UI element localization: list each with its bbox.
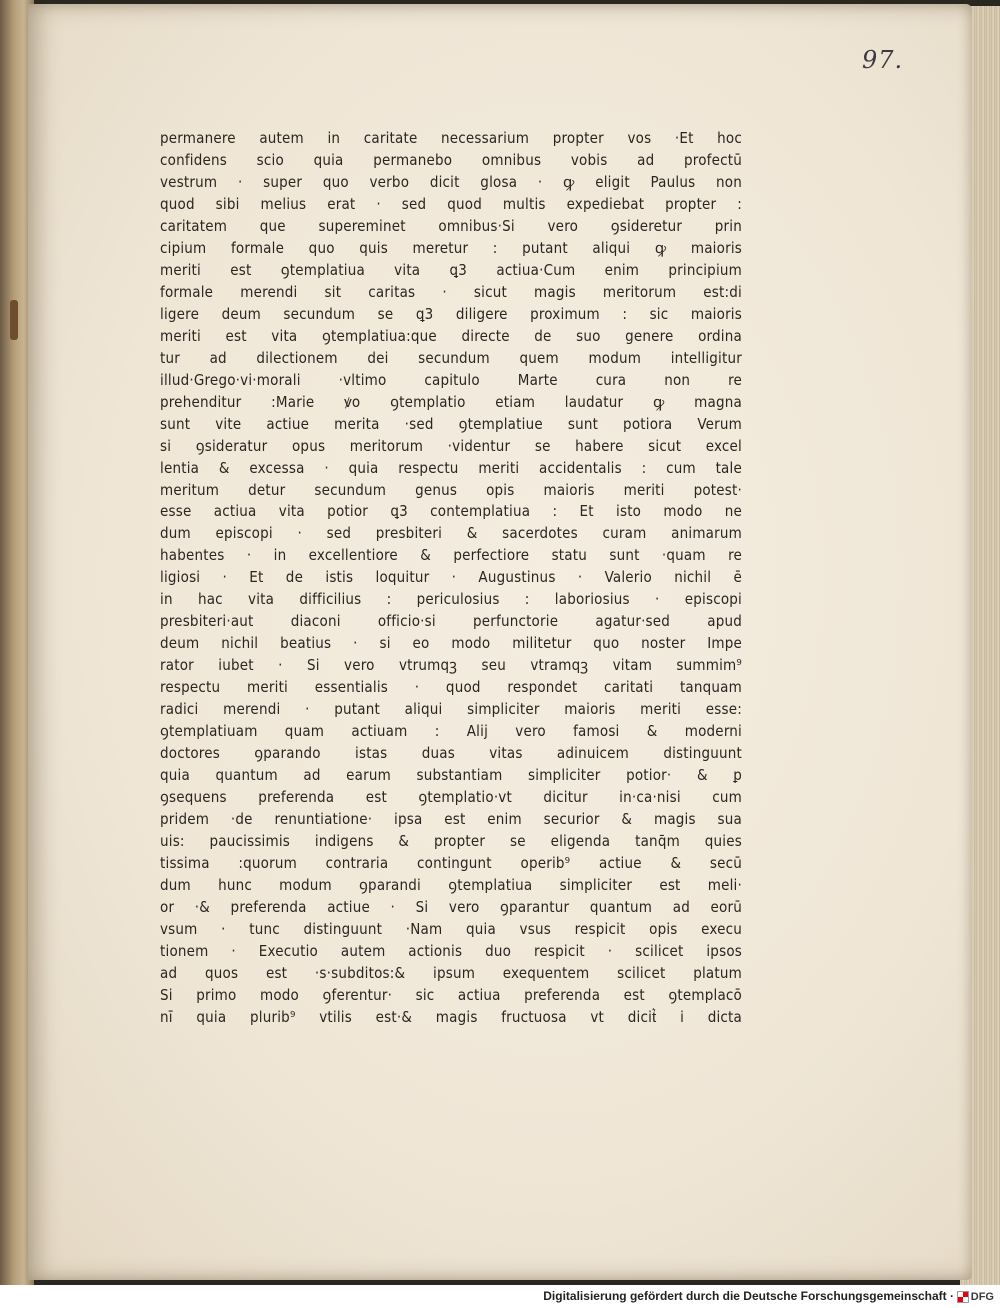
text-line: si ꝯsideratur opus meritorum ·videntur se habere sicut excel	[160, 436, 742, 455]
text-line: presbiteri·aut diaconi officio·si perfunctorie agatur·sed apud	[160, 612, 742, 631]
text-line: tissima :quorum contraria contingunt operib⁹ actiue & secū	[160, 853, 742, 872]
text-line: uis: paucissimis indigens & propter se eligenda tanq̄m quies	[160, 832, 742, 850]
text-line: nī quia plurib⁹ vtilis est·& magis fructuosa vt dicit͛ i dicta	[160, 1007, 742, 1026]
text-line: pridem ·de renuntiatione· ipsa est enim securior & magis sua	[160, 810, 742, 829]
text-block	[160, 128, 742, 1029]
text-line: ligiosi · Et de istis loquitur · Augustinus · Valerio nichil ē	[160, 568, 742, 587]
dfg-mark-icon	[957, 1291, 969, 1303]
text-line: habentes · in excellentiore & perfectiore statu sunt ·quam re	[160, 546, 742, 565]
text-line: confidens scio quia permanebo omnibus vobis ad profectū	[160, 150, 742, 169]
text-line: sunt vite actiue merita ·sed ꝯtemplatiue sunt potiora Verum	[160, 414, 742, 433]
digitization-footer	[0, 1285, 1000, 1308]
text-line: in hac vita difficilius : periculosius : laboriosius · episcopi	[160, 590, 742, 609]
text-line: rator iubet · Si vero vtrumqꝫ seu vtramqꝫ vitam summim⁹	[160, 656, 742, 675]
text-line: vestrum · super quo verbo dicit glosa · ꝙ eligit Paulus non	[160, 172, 742, 191]
text-line: ꝯtemplatiuam quam actiuam : Alij vero famosi & moderni	[160, 722, 742, 741]
text-line: vsum · tunc distinguunt ·Nam quia vsus respicit opis execu	[160, 919, 742, 938]
funding-credit: Digitalisierung gefördert durch die Deutsche Forschungsgemeinschaft ·	[543, 1289, 954, 1303]
text-line: cipium formale quo quis meretur : putant aliqui ꝙ maioris	[160, 238, 742, 257]
folio-number: 97.	[862, 46, 904, 74]
text-line: meriti est ꝯtemplatiua vita ꝗ3 actiua·Cum enim principium	[160, 260, 742, 279]
text-line: meritum detur secundum genus opis maioris meriti potest·	[160, 480, 742, 499]
text-line: permanere autem in caritate necessarium propter vos ·Et hoc	[160, 129, 742, 147]
text-line: deum nichil beatius · si eo modo militetur quo noster Impe	[160, 634, 742, 653]
text-line: or ·& preferenda actiue · Si vero ꝯparantur quantum ad eorū	[160, 897, 742, 916]
text-line: radici merendi · putant aliqui simpliciter maioris meriti esse:	[160, 700, 742, 719]
text-line: ꝯsequens preferenda est ꝯtemplatio·vt dicitur in·ca·nisi cum	[160, 788, 742, 807]
text-line: lentia & excessa · quia respectu meriti accidentalis : cum tale	[160, 458, 742, 477]
text-line: quod sibi melius erat · sed quod multis expediebat propter :	[160, 194, 742, 213]
text-line: prehenditur :Marie ꝟo ꝯtemplatio etiam laudatur ꝙ magna	[160, 392, 742, 411]
text-line: Si primo modo ꝯferentur· sic actiua preferenda est ꝯtemplacō	[160, 985, 742, 1004]
dfg-logo-text: DFG	[970, 1290, 994, 1303]
text-line: dum hunc modum ꝯparandi ꝯtemplatiua simpliciter est meli·	[160, 875, 742, 894]
text-line: respectu meriti essentialis · quod respondet caritati tanquam	[160, 678, 742, 697]
text-line: ligere deum secundum se ꝗ3 diligere proximum : sic maioris	[160, 304, 742, 323]
text-line: quia quantum ad earum substantiam simpliciter potior· & ꝑ	[160, 766, 742, 785]
text-line: doctores ꝯparando istas duas vitas adinuicem distinguunt	[160, 744, 742, 763]
text-line: meriti est vita ꝯtemplatiua:que directe de suo genere ordina	[160, 326, 742, 345]
dfg-logo	[957, 1288, 994, 1305]
text-line: tur ad dilectionem dei secundum quem modum intelligitur	[160, 348, 742, 367]
text-line: illud·Grego·vi·morali ·vltimo capitulo Marte cura non re	[160, 370, 742, 389]
text-line: formale merendi sit caritas · sicut magis meritorum est:di	[160, 282, 742, 301]
text-line: dum episcopi · sed presbiteri & sacerdotes curam animarum	[160, 524, 742, 543]
text-line: esse actiua vita potior ꝗ3 contemplatiua : Et isto modo ne	[160, 502, 742, 521]
text-line: ad quos est ·s·subditos:& ipsum exequentem scilicet platum	[160, 963, 742, 982]
text-line: caritatem que supereminet omnibus·Si vero ꝯsideretur prin	[160, 216, 742, 235]
text-line: tionem · Executio autem actionis duo respicit · scilicet ipsos	[160, 941, 742, 960]
